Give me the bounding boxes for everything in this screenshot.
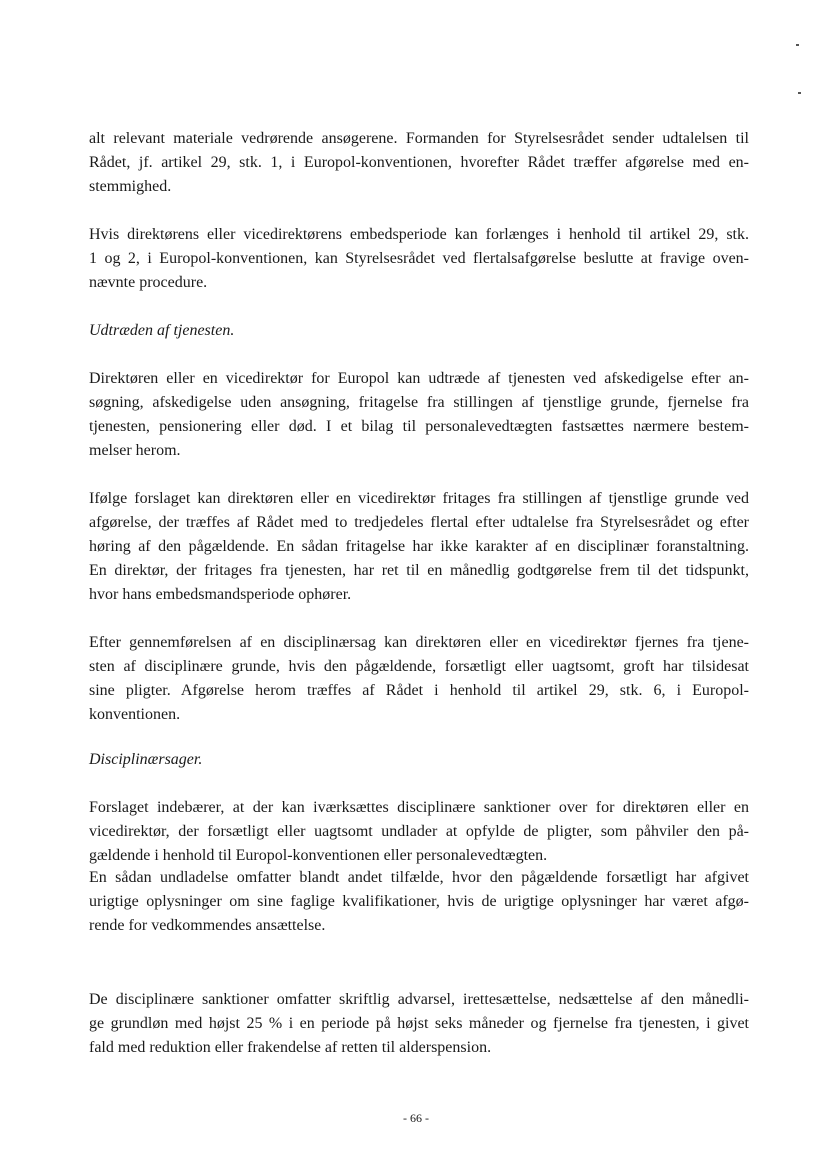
text-line: tjenesten, pensionering eller død. I et bilag til personalevedtægten fastsættes nærmere bestem- <box>89 418 749 435</box>
section-heading: Udtræden af tjenesten. <box>89 322 235 339</box>
text-line: Efter gennemførelsen af en disciplinærsag kan direktøren eller en vicedirektør fjernes fra tjene- <box>89 634 749 651</box>
text-line: konventionen. <box>89 706 181 723</box>
text-line: Rådet, jf. artikel 29, stk. 1, i Europol-konventionen, hvorefter Rådet træffer afgørelse med en- <box>89 154 749 171</box>
text-line: ge grundløn med højst 25 % i en periode på højst seks måneder og fjernelse fra tjenesten, i givet <box>89 1015 749 1032</box>
text-line: stemmighed. <box>89 178 172 195</box>
text-line: vicedirektør, der forsætligt eller uagtsomt undlader at opfylde de pligter, som påhviler den på- <box>89 823 749 840</box>
section-heading: Disciplinærsager. <box>89 751 203 768</box>
text-line: Ifølge forslaget kan direktøren eller en vicedirektør fritages fra stillingen af tjenstlige grunde ved <box>89 490 749 507</box>
paragraph-2 <box>89 223 749 295</box>
text-line: urigtige oplysninger om sine faglige kvalifikationer, hvis de urigtige oplysninger har været afgø- <box>89 893 749 910</box>
paragraph-1 <box>89 127 749 199</box>
text-line: hvor hans embedsmandsperiode ophører. <box>89 586 352 603</box>
text-line: søgning, afskedigelse uden ansøgning, fritagelse fra stillingen af tjenstlige grunde, fjernelse fra <box>89 394 749 411</box>
text-line: Hvis direktørens eller vicedirektørens embedsperiode kan forlænges i henhold til artikel 29, stk. <box>89 226 749 243</box>
text-line: rende for vedkommendes ansættelse. <box>89 917 326 934</box>
text-line: En direktør, der fritages fra tjenesten, har ret til en månedlig godtgørelse frem til det tidspunkt, <box>89 562 749 579</box>
text-line: Forslaget indebærer, at der kan iværksættes disciplinære sanktioner over for direktøren eller en <box>89 799 749 816</box>
paragraph-5 <box>89 631 749 727</box>
paragraph-3 <box>89 367 749 463</box>
text-line: 1 og 2, i Europol-konventionen, kan Styrelsesrådet ved flertalsafgørelse beslutte at fravige oven- <box>89 250 749 267</box>
text-line: gældende i henhold til Europol-konventionen eller personalevedtægten. <box>89 847 548 864</box>
text-line: alt relevant materiale vedrørende ansøgerene. Formanden for Styrelsesrådet sender udtalelsen til <box>89 130 749 147</box>
page-number: - 66 - <box>403 1111 429 1125</box>
text-line: melser herom. <box>89 442 181 459</box>
text-line: De disciplinære sanktioner omfatter skriftlig advarsel, irettesættelse, nedsættelse af den månedli- <box>89 991 749 1008</box>
text-line: afgørelse, der træffes af Rådet med to tredjedeles flertal efter udtalelse fra Styrelsesrådet og efter <box>89 514 749 531</box>
paragraph-6 <box>89 796 749 868</box>
paragraph-7 <box>89 866 749 938</box>
text-line: En sådan undladelse omfatter blandt andet tilfælde, hvor den pågældende forsætligt har afgivet <box>89 869 749 886</box>
text-line: nævnte procedure. <box>89 274 208 291</box>
paragraph-8 <box>89 988 749 1060</box>
scan-mark <box>796 44 799 46</box>
text-line: Direktøren eller en vicedirektør for Europol kan udtræde af tjenesten ved afskedigelse efter an- <box>89 370 749 387</box>
text-line: fald med reduktion eller frakendelse af retten til alderspension. <box>89 1039 492 1056</box>
text-line: høring af den pågældende. En sådan fritagelse har ikke karakter af en disciplinær foranstaltning. <box>89 538 749 555</box>
paragraph-4 <box>89 487 749 607</box>
text-line: sine pligter. Afgørelse herom træffes af Rådet i henhold til artikel 29, stk. 6, i Europol- <box>89 682 749 699</box>
scan-mark <box>798 92 801 94</box>
text-line: sten af disciplinære grunde, hvis den pågældende, forsætligt eller uagtsomt, groft har tilsidesat <box>89 658 749 675</box>
